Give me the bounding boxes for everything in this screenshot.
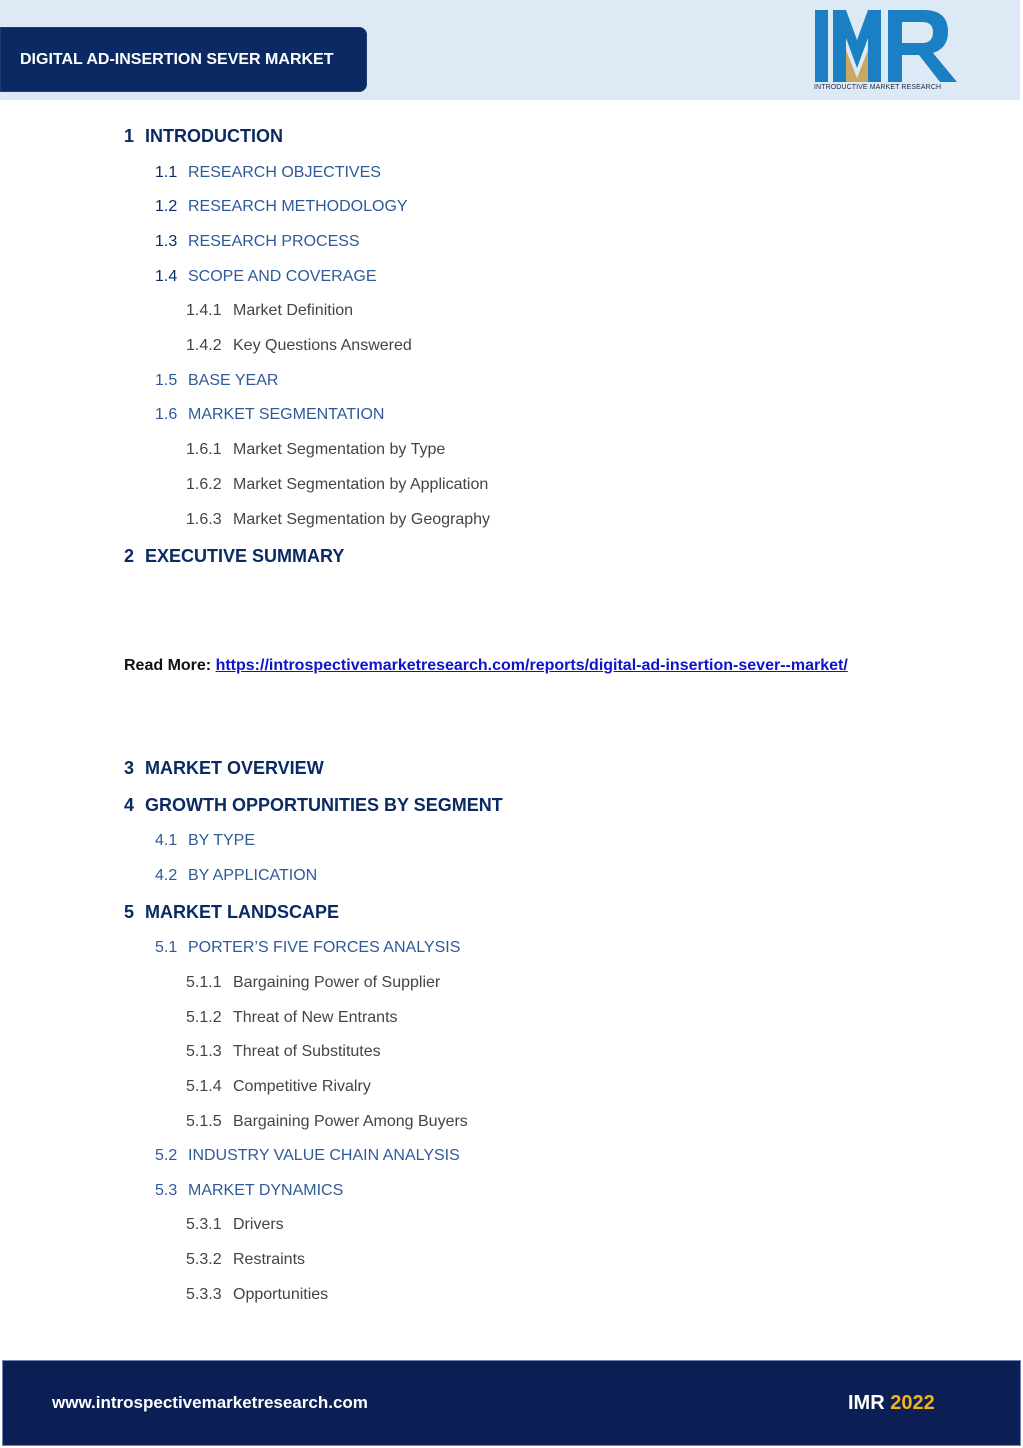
toc-entry-number: 5.2: [155, 1147, 178, 1164]
toc-entry-number: 5.1: [155, 939, 178, 956]
toc-entry-number: 5.1.2: [186, 1009, 222, 1026]
footer-brand-name: IMR: [848, 1392, 885, 1414]
toc-entry: [186, 337, 412, 355]
toc-entry-label: RESEARCH METHODOLOGY: [188, 198, 408, 215]
toc-entry-number: 5.3.3: [186, 1286, 222, 1303]
toc-entry: [155, 372, 278, 390]
read-more-label: Read More:: [124, 657, 212, 674]
toc-entry: [186, 974, 440, 992]
toc-entry: [155, 233, 360, 251]
toc-entry: [155, 939, 460, 957]
toc-entry-label: MARKET OVERVIEW: [145, 758, 324, 778]
toc-entry: [155, 1147, 460, 1165]
toc-entry-label: Market Segmentation by Application: [233, 476, 489, 493]
toc-entry-number: 1.6.2: [186, 476, 222, 493]
toc-entry: [186, 302, 353, 320]
toc-entry: [124, 902, 339, 923]
toc-entry-number: 5.1.3: [186, 1043, 222, 1060]
toc-entry-label: Bargaining Power of Supplier: [233, 974, 441, 991]
logo-caption: INTRODUCTIVE MARKET RESEARCH: [814, 84, 942, 91]
toc-entry-label: BASE YEAR: [188, 372, 279, 389]
toc-entry-label: BY APPLICATION: [188, 867, 318, 884]
toc-entry-number: 5.3.1: [186, 1216, 222, 1233]
toc-entry-label: Restraints: [233, 1251, 306, 1268]
toc-entry-label: Key Questions Answered: [233, 337, 412, 354]
toc-entry-number: 3: [124, 758, 135, 778]
toc-entry-number: 5.3: [155, 1182, 178, 1199]
toc-entry-number: 5.1.1: [186, 974, 222, 991]
toc-entry: [186, 1043, 381, 1061]
toc-entry-label: PORTER’S FIVE FORCES ANALYSIS: [188, 939, 461, 956]
toc-entry-label: BY TYPE: [188, 832, 255, 849]
toc-entry: [155, 198, 408, 216]
toc-entry-label: MARKET DYNAMICS: [188, 1182, 344, 1199]
toc-entry-number: 1.4.1: [186, 302, 222, 319]
toc-entry: [155, 268, 377, 286]
document-title: DIGITAL AD-INSERTION SEVER MARKET: [0, 27, 367, 92]
toc-entry-label: Threat of New Entrants: [233, 1009, 398, 1026]
toc-entry-label: INDUSTRY VALUE CHAIN ANALYSIS: [188, 1147, 460, 1164]
toc-entry-number: 4.1: [155, 832, 178, 849]
footer-year: 2022: [890, 1392, 935, 1414]
toc-entry: [124, 795, 503, 816]
toc-entry-label: Opportunities: [233, 1286, 329, 1303]
toc-entry-label: Market Definition: [233, 302, 354, 319]
toc-entry-label: SCOPE AND COVERAGE: [188, 268, 377, 285]
toc-entry: [186, 1251, 305, 1269]
toc-entry-label: MARKET SEGMENTATION: [188, 406, 385, 423]
toc-entry: [186, 1216, 284, 1234]
toc-entry: [186, 1078, 371, 1096]
read-more: [124, 657, 848, 675]
toc-entry: [155, 406, 384, 424]
toc-entry: [186, 1113, 468, 1131]
toc-entry-number: 1.4: [155, 268, 178, 285]
toc-entry-number: 1.6: [155, 406, 178, 423]
logo-letter-r: [888, 10, 957, 82]
toc-entry-number: 1.3: [155, 233, 178, 250]
toc-entry-number: 4: [124, 795, 135, 815]
toc-entry-number: 5.1.5: [186, 1113, 222, 1130]
toc-entry-number: 5.1.4: [186, 1078, 222, 1095]
toc-entry: [124, 546, 344, 567]
toc-entry-label: Market Segmentation by Type: [233, 441, 446, 458]
toc-entry-number: 1.4.2: [186, 337, 222, 354]
toc-entry: [124, 126, 283, 147]
toc-entry-label: Drivers: [233, 1216, 284, 1233]
toc-entry-number: 1.6.3: [186, 511, 222, 528]
toc-entry-label: GROWTH OPPORTUNITIES BY SEGMENT: [145, 795, 503, 815]
logo-letter-i: [815, 10, 828, 82]
toc-entry-number: 4.2: [155, 867, 178, 884]
toc-entry-number: 1.5: [155, 372, 178, 389]
toc-entry: [155, 1182, 343, 1200]
toc-entry: [186, 1009, 398, 1027]
toc-entry-label: INTRODUCTION: [145, 126, 283, 146]
toc-entry: [155, 832, 255, 850]
footer-website: www.introspectivemarketresearch.com: [52, 1393, 368, 1412]
report-link[interactable]: https://introspectivemarketresearch.com/reports/digital-ad-insertion-sever--market/: [215, 657, 848, 674]
toc-entry: [186, 1286, 328, 1304]
toc-entry: [186, 511, 490, 529]
toc-entry-number: 1.2: [155, 198, 178, 215]
toc-entry-label: Bargaining Power Among Buyers: [233, 1113, 468, 1130]
toc-entry: [124, 758, 324, 779]
toc-entry: [155, 164, 381, 182]
toc-entry-label: Threat of Substitutes: [233, 1043, 381, 1060]
toc-entry-number: 1: [124, 126, 135, 146]
toc-entry-label: EXECUTIVE SUMMARY: [145, 546, 345, 566]
toc-entry: [186, 476, 488, 494]
toc-entry: [155, 867, 317, 885]
toc-entry-number: 5.3.2: [186, 1251, 222, 1268]
toc-entry-label: MARKET LANDSCAPE: [145, 902, 340, 922]
toc-entry-number: 2: [124, 546, 135, 566]
toc-entry-number: 1.6.1: [186, 441, 222, 458]
toc-entry-label: RESEARCH PROCESS: [188, 233, 360, 250]
toc-entry-number: 5: [124, 902, 135, 922]
toc-entry-label: Market Segmentation by Geography: [233, 511, 491, 528]
toc-entry: [186, 441, 445, 459]
logo-letter-m: [833, 10, 881, 82]
toc-entry-label: RESEARCH OBJECTIVES: [188, 164, 381, 181]
footer-brand: [848, 1392, 935, 1415]
toc-entry-label: Competitive Rivalry: [233, 1078, 371, 1095]
toc-entry-number: 1.1: [155, 164, 178, 181]
